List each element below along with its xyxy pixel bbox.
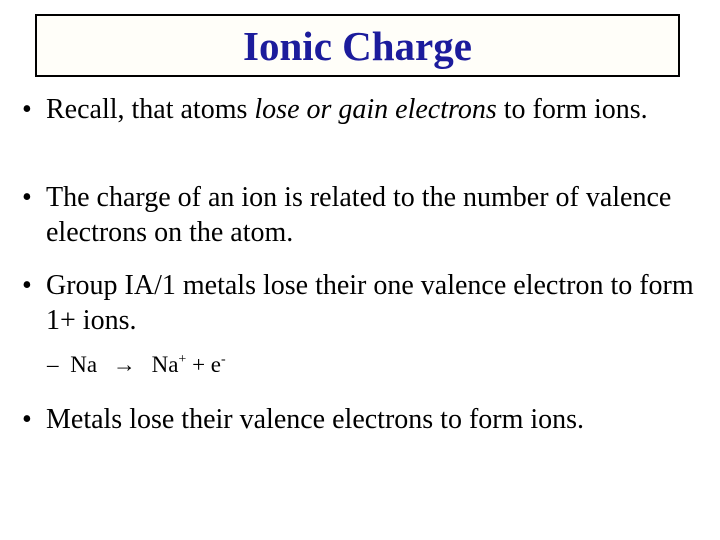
product-charge: +: [178, 352, 187, 367]
bullet-item-metals: [22, 402, 702, 437]
bullet-text: Metals lose their valence electrons to form ions.: [46, 404, 585, 435]
equation-product: Na: [151, 352, 179, 377]
bullet-symbol: •: [22, 94, 32, 125]
bullet-text: Group IA/1 metals lose their one valence electron to form 1+ ions.: [46, 270, 694, 336]
bullet-text-after: to form ions.: [496, 94, 648, 125]
sub-bullet-equation: [47, 350, 226, 384]
electron-charge: -: [221, 352, 226, 367]
bullet-item-recall: [22, 92, 702, 127]
bullet-text: The charge of an ion is related to the number of valence electrons on the atom.: [46, 182, 672, 248]
bullet-item-charge-relation: [22, 180, 702, 250]
reaction-arrow-icon: →: [112, 352, 136, 377]
bullet-item-group-ia: [22, 268, 702, 338]
bullet-text: [22, 92, 702, 127]
bullet-symbol: •: [22, 404, 32, 435]
slide-title: Ionic Charge: [243, 23, 472, 69]
bullet-text-before: Recall, that atoms: [46, 94, 255, 125]
bullet-symbol: •: [22, 182, 32, 213]
bullet-symbol: •: [22, 270, 32, 301]
sub-bullet-dash: –: [47, 352, 59, 377]
equation-plus: +: [192, 352, 206, 377]
equation-reactant: Na: [70, 352, 98, 377]
title-box: [35, 14, 680, 77]
bullet-emphasis: lose or gain electrons: [254, 94, 497, 125]
equation-electron: e: [210, 352, 222, 377]
